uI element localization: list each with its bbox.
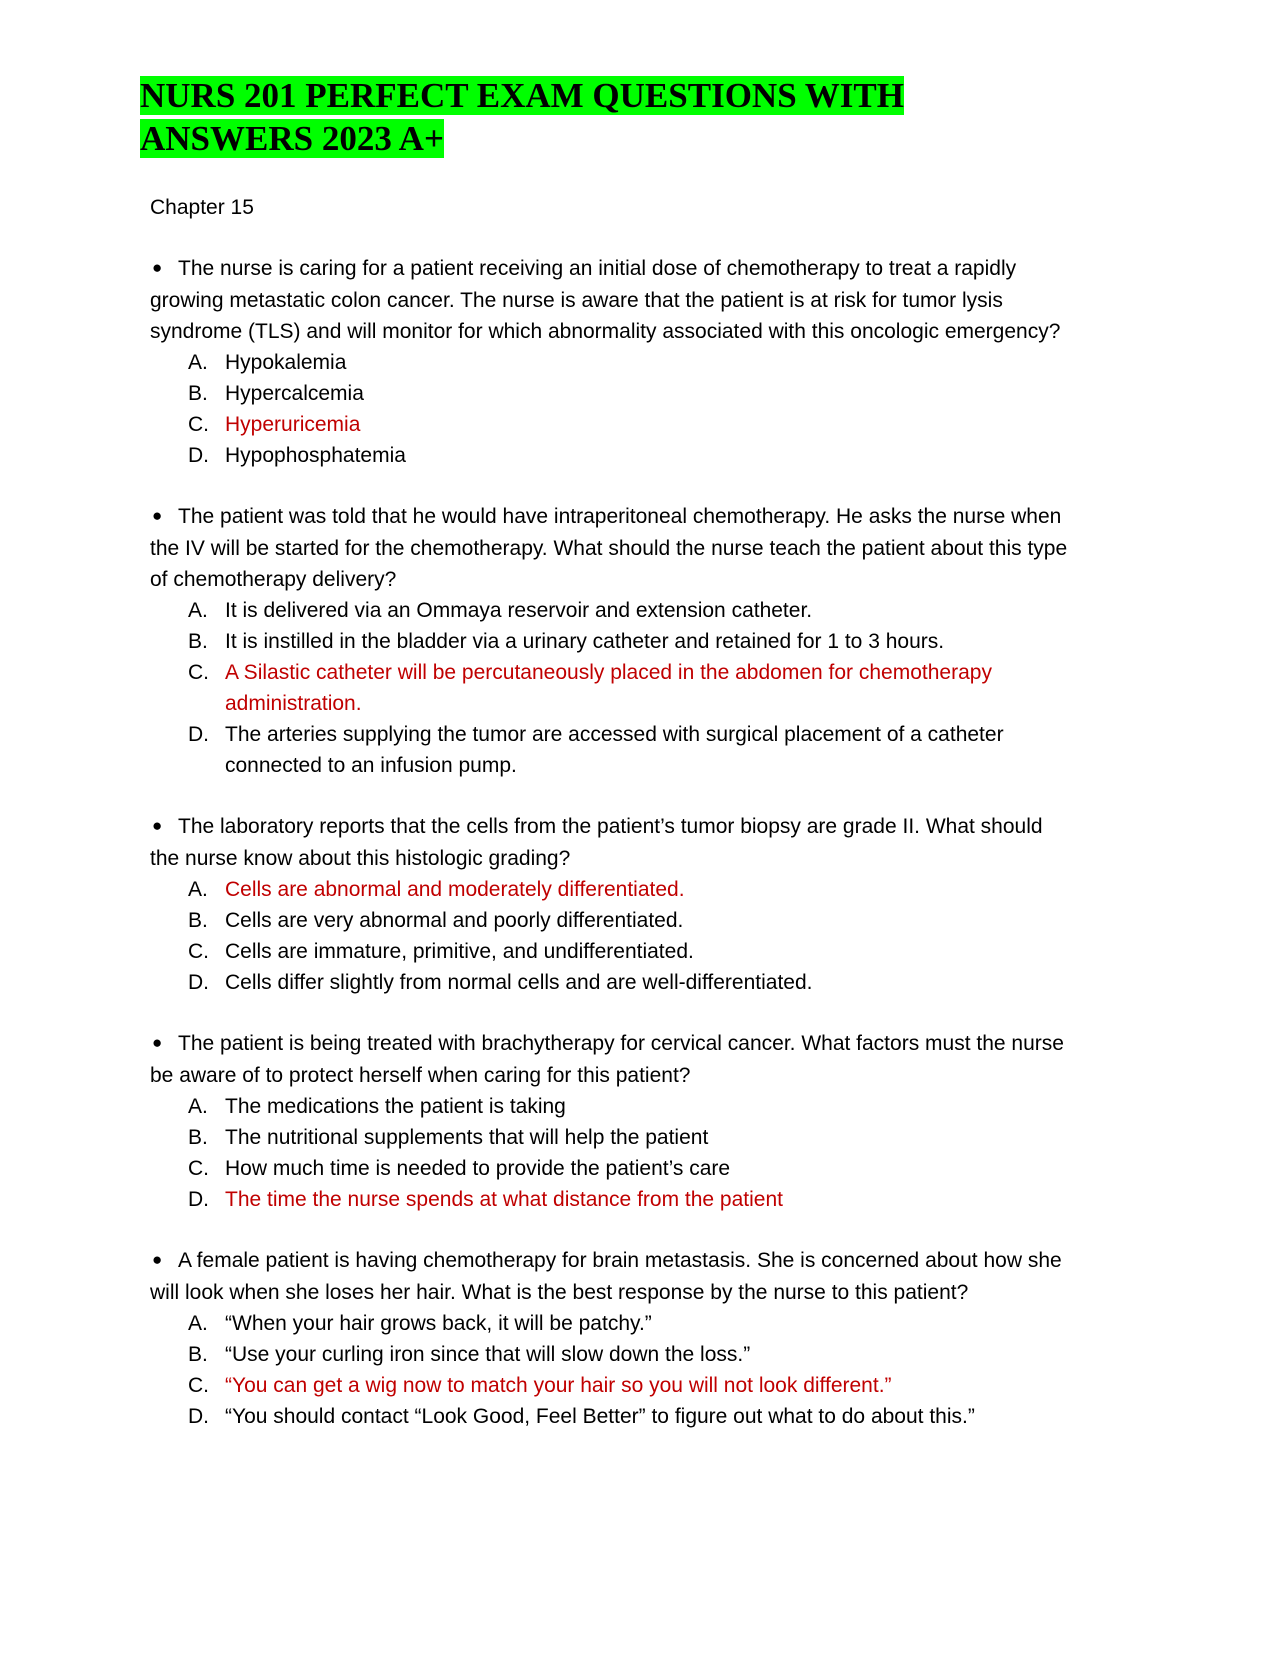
question-block (150, 1028, 1070, 1215)
question-stem: The patient was told that he would have intraperitoneal chemotherapy. He asks the nurse when the IV will be started for the chemotherapy. What should the nurse teach the patient about this type of chemotherapy delivery? (150, 505, 1068, 591)
option-letter: D. (188, 1188, 209, 1211)
question-block (150, 811, 1070, 998)
answer-option-correct (150, 1370, 1070, 1401)
answer-option (150, 1308, 1070, 1339)
option-letter: D. (188, 723, 209, 746)
answer-option-correct (150, 409, 1070, 440)
answer-options (150, 1091, 1070, 1215)
question-block (150, 253, 1070, 471)
answer-option (150, 967, 1070, 998)
option-text: The nutritional supplements that will help the patient (225, 1126, 709, 1149)
answer-options (150, 595, 1070, 781)
option-text: Cells differ slightly from normal cells and are well-differentiated. (225, 971, 813, 994)
answer-option (150, 347, 1070, 378)
answer-option-correct (150, 874, 1070, 905)
option-letter: B. (188, 1126, 208, 1149)
answer-option (150, 595, 1070, 626)
option-letter: D. (188, 1405, 209, 1428)
option-letter: A. (188, 1095, 208, 1118)
question-text (150, 1245, 1070, 1308)
question-stem: The laboratory reports that the cells from the patient’s tumor biopsy are grade II. What should the nurse know about this histologic grading? (150, 815, 1043, 870)
option-letter: A. (188, 351, 208, 374)
bullet-icon: ● (152, 258, 163, 277)
answer-option (150, 1339, 1070, 1370)
option-text: “You should contact “Look Good, Feel Better” to figure out what to do about this.” (225, 1405, 975, 1428)
document-title (140, 74, 1060, 160)
option-text: “Use your curling iron since that will slow down the loss.” (225, 1343, 751, 1366)
option-letter: B. (188, 909, 208, 932)
option-letter: A. (188, 878, 208, 901)
bullet-icon: ● (152, 506, 163, 525)
option-letter: B. (188, 1343, 208, 1366)
option-text-correct: Hyperuricemia (225, 413, 361, 436)
option-letter: D. (188, 444, 209, 467)
chapter-heading: Chapter 15 (150, 196, 254, 219)
option-text: It is instilled in the bladder via a urinary catheter and retained for 1 to 3 hours. (225, 630, 945, 653)
option-letter: C. (188, 661, 209, 684)
option-text-correct: “You can get a wig now to match your hair so you will not look different.” (225, 1374, 892, 1397)
option-text-correct: Cells are abnormal and moderately differentiated. (225, 878, 685, 901)
option-letter: C. (188, 1374, 209, 1397)
option-letter: B. (188, 382, 208, 405)
option-letter: C. (188, 413, 209, 436)
option-letter: C. (188, 1157, 209, 1180)
document-body (150, 192, 1070, 1462)
option-text-correct: A Silastic catheter will be percutaneously placed in the abdomen for chemotherapy administration. (225, 661, 992, 715)
question-block (150, 1245, 1070, 1432)
option-text: Hypokalemia (225, 351, 347, 374)
option-letter: C. (188, 940, 209, 963)
answer-option (150, 936, 1070, 967)
option-text-correct: The time the nurse spends at what distance from the patient (225, 1188, 783, 1211)
answer-options (150, 1308, 1070, 1432)
option-letter: B. (188, 630, 208, 653)
option-letter: A. (188, 599, 208, 622)
answer-option (150, 626, 1070, 657)
answer-option (150, 719, 1070, 781)
question-text (150, 1028, 1070, 1091)
answer-option (150, 378, 1070, 409)
answer-option (150, 905, 1070, 936)
question-stem: The patient is being treated with brachytherapy for cervical cancer. What factors must the nurse be aware of to protect herself when caring for this patient? (150, 1032, 1064, 1087)
question-text (150, 501, 1070, 595)
question-text (150, 811, 1070, 874)
question-block (150, 501, 1070, 781)
title-highlight: NURS 201 PERFECT EXAM QUESTIONS WITH ANSWERS 2023 A+ (140, 76, 904, 158)
bullet-icon: ● (152, 1033, 163, 1052)
question-stem: The nurse is caring for a patient receiving an initial dose of chemotherapy to treat a rapidly growing metastatic colon cancer. The nurse is aware that the patient is at risk for tumor lysis syndrome (TLS) and will monitor for which abnormality associated with this oncologic emergency? (150, 257, 1061, 343)
bullet-icon: ● (152, 816, 163, 835)
answer-option (150, 440, 1070, 471)
option-text: Hypercalcemia (225, 382, 364, 405)
answer-option (150, 1122, 1070, 1153)
answer-option (150, 1091, 1070, 1122)
question-text (150, 253, 1070, 347)
option-text: Cells are very abnormal and poorly differentiated. (225, 909, 684, 932)
answer-option-correct (150, 657, 1070, 719)
option-letter: A. (188, 1312, 208, 1335)
question-stem: A female patient is having chemotherapy for brain metastasis. She is concerned about how she will look when she loses her hair. What is the best response by the nurse to this patient? (150, 1249, 1062, 1304)
answer-option (150, 1401, 1070, 1432)
option-letter: D. (188, 971, 209, 994)
option-text: The arteries supplying the tumor are accessed with surgical placement of a catheter connected to an infusion pump. (225, 723, 1004, 777)
option-text: “When your hair grows back, it will be patchy.” (225, 1312, 652, 1335)
option-text: The medications the patient is taking (225, 1095, 566, 1118)
option-text: Hypophosphatemia (225, 444, 406, 467)
option-text: It is delivered via an Ommaya reservoir and extension catheter. (225, 599, 813, 622)
bullet-icon: ● (152, 1250, 163, 1269)
answer-option (150, 1153, 1070, 1184)
answer-options (150, 347, 1070, 471)
option-text: How much time is needed to provide the patient’s care (225, 1157, 731, 1180)
answer-option-correct (150, 1184, 1070, 1215)
option-text: Cells are immature, primitive, and undifferentiated. (225, 940, 694, 963)
answer-options (150, 874, 1070, 998)
